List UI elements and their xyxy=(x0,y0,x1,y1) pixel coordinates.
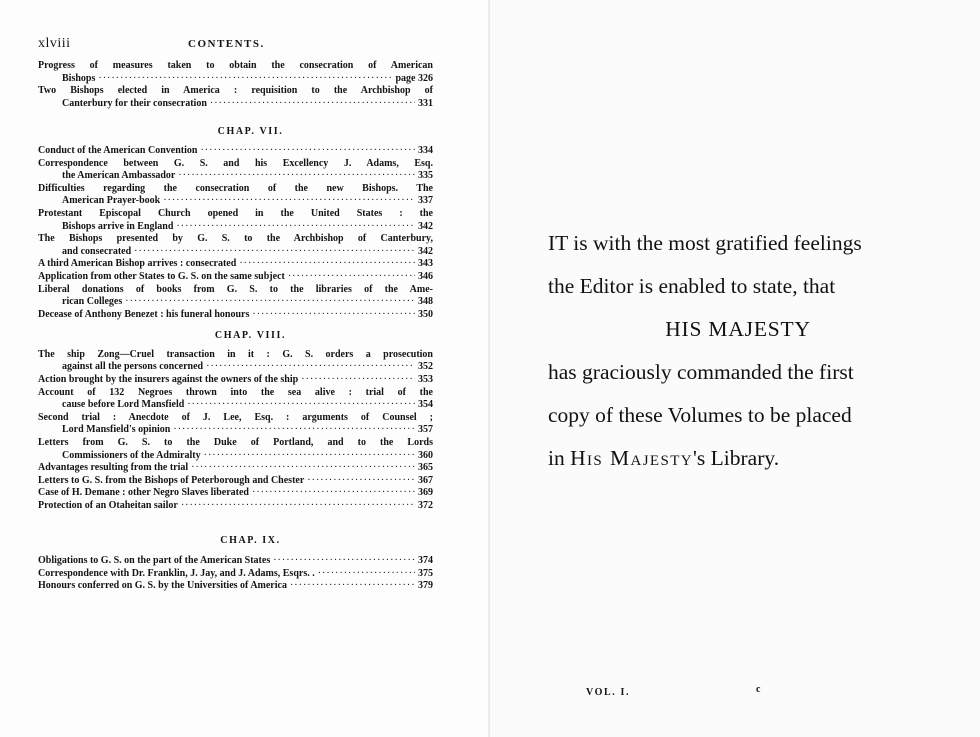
toc-entry-text: Account of 132 Negroes thrown into the sea alive : trial of the xyxy=(38,386,433,398)
toc-entry xyxy=(38,387,433,412)
toc-page-number: 374 xyxy=(418,555,433,567)
toc-entry-text: The Bishops presented by G. S. to the Archbishop of Canterbury, xyxy=(38,233,433,245)
toc-entry-text: Difficulties regarding the consecration of the new Bishops. The xyxy=(38,182,433,194)
toc-entry-line xyxy=(38,487,433,500)
toc-entry-line xyxy=(38,208,433,221)
dot-leader xyxy=(252,309,415,322)
toc-entry-text: Protestant Episcopal Church opened in the United States : the xyxy=(38,207,433,219)
toc-entry xyxy=(38,271,433,284)
toc-entry-text: Letters to G. S. from the Bishops of Peterborough and Chester xyxy=(38,474,305,486)
toc-section xyxy=(38,126,433,321)
dedication-line: IT is with the most gratified feelings xyxy=(548,231,862,255)
toc-entry xyxy=(38,568,433,581)
toc-entry-text: Obligations to G. S. on the part of the American States xyxy=(38,555,271,567)
toc-entry xyxy=(38,309,433,322)
page-number: xlviii xyxy=(38,36,71,51)
dot-leader xyxy=(290,580,415,593)
dot-leader xyxy=(301,374,415,387)
toc-entry-text: Protection of an Otaheitan sailor xyxy=(38,500,178,511)
toc-entry-text: Action brought by the insurers against the owners of the ship xyxy=(38,374,299,386)
toc-entry-line xyxy=(38,73,433,86)
toc-entry-text: Correspondence with Dr. Franklin, J. Jay, and J. Adams, Esqrs. . xyxy=(38,567,315,579)
toc-entry xyxy=(38,145,433,158)
dedication-suffix: 's Library. xyxy=(693,446,780,470)
toc-entry-text: rican Colleges xyxy=(62,296,123,308)
toc-entry-line xyxy=(38,296,433,309)
toc-entry-text: against all the persons concerned xyxy=(62,361,204,373)
toc-entry-text: The ship Zong—Cruel transaction in it : G. S. orders a prosecution xyxy=(38,348,433,360)
toc-page-number: 334 xyxy=(418,144,433,156)
dot-leader xyxy=(191,462,415,475)
toc-entry-line xyxy=(38,424,433,437)
toc-entry-line xyxy=(38,361,433,374)
toc-entry xyxy=(38,555,433,568)
toc-entry-line xyxy=(38,412,433,425)
toc-entry xyxy=(38,580,433,593)
chapter-heading: CHAP. VIII. xyxy=(214,330,287,342)
toc-page-number: 357 xyxy=(418,424,433,436)
toc-page-number: 335 xyxy=(418,170,433,182)
toc-entry-line xyxy=(38,183,433,196)
toc-entry-line xyxy=(38,85,433,98)
toc-entry xyxy=(38,475,433,488)
signature-mark: c xyxy=(756,684,761,695)
toc-entry-line xyxy=(38,555,433,568)
toc-entry-text: Case of H. Demane : other Negro Slaves liberated xyxy=(38,487,249,499)
his-majesty-heading: HIS MAJESTY xyxy=(665,317,811,341)
toc-page-number: 365 xyxy=(418,462,433,474)
toc-entry-text: Liberal donations of books from G. S. to the libraries of the Ame- xyxy=(38,283,433,295)
dot-leader xyxy=(273,555,415,568)
dedication-prefix: in xyxy=(548,446,571,470)
toc-entry-line xyxy=(38,145,433,158)
toc-entry-text: Progress of measures taken to obtain the consecration of American xyxy=(38,60,433,71)
toc-entry-text: A third American Bishop arrives : consecrated xyxy=(38,258,237,270)
dot-leader xyxy=(134,246,415,259)
dot-leader xyxy=(200,145,415,158)
toc-entry-line xyxy=(38,374,433,387)
dedication-notice xyxy=(548,222,948,480)
toc-section xyxy=(38,535,433,593)
toc-page-number: 346 xyxy=(418,270,433,282)
toc-entry xyxy=(38,208,433,233)
toc-page-number: 372 xyxy=(418,500,433,511)
toc-entry xyxy=(38,500,433,513)
dot-leader xyxy=(125,296,415,309)
toc-entry-text: American Prayer-book xyxy=(62,195,161,207)
toc-entry-line xyxy=(38,580,433,593)
toc-entry-text: Application from other States to G. S. on the same subject xyxy=(38,270,285,282)
toc-entry-text: and consecrated xyxy=(62,245,132,257)
toc-section xyxy=(38,60,433,110)
page-header xyxy=(38,36,438,52)
dot-leader xyxy=(163,195,415,208)
toc-entry-line xyxy=(38,349,433,362)
toc-entry-line xyxy=(38,399,433,412)
toc-page-number: 342 xyxy=(418,220,433,232)
dot-leader xyxy=(98,73,392,86)
toc-entry-line xyxy=(38,309,433,322)
toc-entry-text: Honours conferred on G. S. by the Universities of America xyxy=(38,580,287,592)
toc-page-number: 375 xyxy=(418,567,433,579)
toc-entry xyxy=(38,412,433,437)
volume-label: VOL. I. xyxy=(586,687,631,698)
toc-entry-line xyxy=(38,500,433,513)
his-majesty-smallcaps: His Majesty xyxy=(570,446,694,470)
toc-entry-text: the American Ambassador xyxy=(62,170,176,182)
toc-entry xyxy=(38,233,433,258)
toc-page-number: 353 xyxy=(418,374,433,386)
running-head: CONTENTS. xyxy=(188,38,265,50)
dot-leader xyxy=(288,271,415,284)
table-of-contents xyxy=(38,60,433,593)
dedication-line: the Editor is enabled to state, that xyxy=(548,274,836,298)
toc-entry-line xyxy=(38,60,433,73)
dot-leader xyxy=(206,361,415,374)
toc-entry-line xyxy=(38,158,433,171)
toc-page-number: 367 xyxy=(418,474,433,486)
toc-entry-line xyxy=(38,437,433,450)
toc-entry xyxy=(38,258,433,271)
toc-page-number: 348 xyxy=(418,296,433,308)
toc-page-number: 350 xyxy=(418,308,433,320)
dot-leader xyxy=(187,399,415,412)
toc-entry-text: Bishops arrive in England xyxy=(62,220,174,232)
dot-leader xyxy=(318,568,415,581)
toc-entry xyxy=(38,158,433,183)
toc-entry-line xyxy=(38,98,433,111)
toc-entry-text: Second trial : Anecdote of J. Lee, Esq. : arguments of Counsel ; xyxy=(38,411,433,423)
toc-entry xyxy=(38,487,433,500)
toc-entry-line xyxy=(38,246,433,259)
toc-page-number: 354 xyxy=(418,399,433,411)
toc-entry-text: Two Bishops elected in America : requisition to the Archbishop of xyxy=(38,85,433,97)
toc-entry-line xyxy=(38,271,433,284)
toc-entry xyxy=(38,374,433,387)
dot-leader xyxy=(173,424,415,437)
toc-entry-text: Conduct of the American Convention xyxy=(38,144,198,156)
toc-entry-line xyxy=(38,284,433,297)
toc-page-number: 342 xyxy=(418,245,433,257)
toc-entry-line xyxy=(38,387,433,400)
toc-entry xyxy=(38,437,433,462)
toc-entry-line xyxy=(38,475,433,488)
toc-page-number: page 326 xyxy=(395,72,433,84)
toc-entry-line xyxy=(38,568,433,581)
chapter-heading: CHAP. IX. xyxy=(220,534,281,546)
chapter-heading: CHAP. VII. xyxy=(217,126,284,138)
toc-entry xyxy=(38,462,433,475)
toc-section xyxy=(38,330,433,512)
dedication-line: copy of these Volumes to be placed xyxy=(548,403,852,427)
dot-leader xyxy=(181,500,415,513)
dot-leader xyxy=(307,475,415,488)
toc-entry-line xyxy=(38,195,433,208)
dedication-line: has graciously commanded the first xyxy=(548,360,854,384)
toc-entry xyxy=(38,349,433,374)
dot-leader xyxy=(239,258,415,271)
toc-entry-text: Bishops xyxy=(62,72,96,84)
toc-page-number: 331 xyxy=(418,97,433,109)
dot-leader xyxy=(252,487,415,500)
dot-leader xyxy=(204,450,415,463)
toc-page-number: 360 xyxy=(418,449,433,461)
toc-entry-line xyxy=(38,170,433,183)
toc-entry-text: Canterbury for their consecration xyxy=(62,97,207,109)
toc-page-number: 379 xyxy=(418,580,433,592)
toc-page-number: 343 xyxy=(418,258,433,270)
toc-page-number: 337 xyxy=(418,195,433,207)
dot-leader xyxy=(178,170,415,183)
dedication-line-library xyxy=(548,437,948,480)
toc-entry xyxy=(38,284,433,309)
toc-entry-text: Advantages resulting from the trial xyxy=(38,462,189,474)
toc-entry xyxy=(38,183,433,208)
toc-entry-line xyxy=(38,221,433,234)
toc-entry-line xyxy=(38,258,433,271)
toc-page-number: 352 xyxy=(418,361,433,373)
toc-entry-line xyxy=(38,233,433,246)
toc-page-number: 369 xyxy=(418,487,433,499)
toc-entry xyxy=(38,60,433,85)
toc-entry-text: Lord Mansfield's opinion xyxy=(62,424,171,436)
toc-entry-text: Decease of Anthony Benezet : his funeral honours xyxy=(38,308,250,320)
toc-entry-line xyxy=(38,462,433,475)
toc-entry-text: Commissioners of the Admiralty xyxy=(62,449,201,461)
toc-entry-text: Letters from G. S. to the Duke of Portland, and to the Lords xyxy=(38,437,433,449)
toc-entry-text: Correspondence between G. S. and his Excellency J. Adams, Esq. xyxy=(38,157,433,169)
toc-entry-line xyxy=(38,450,433,463)
dot-leader xyxy=(176,221,415,234)
dot-leader xyxy=(210,98,415,111)
toc-entry-text: cause before Lord Mansfield xyxy=(62,399,185,411)
toc-entry xyxy=(38,85,433,110)
